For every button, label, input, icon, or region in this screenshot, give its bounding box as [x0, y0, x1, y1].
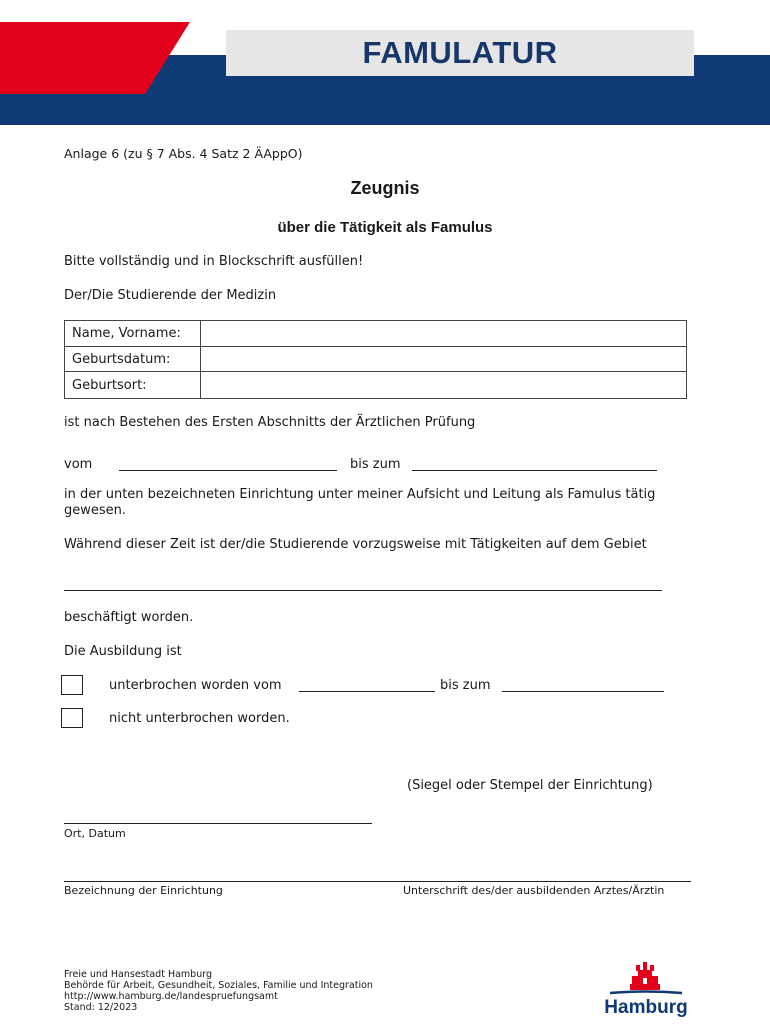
place-date-label: Ort, Datum [64, 827, 126, 840]
seal-label: (Siegel oder Stempel der Einrichtung) [407, 778, 653, 793]
document-title: Zeugnis [350, 178, 420, 198]
place-date-field[interactable] [64, 823, 372, 824]
hamburg-castle-icon [600, 962, 692, 1018]
table-row [65, 372, 687, 399]
name-label: Name, Vorname: [65, 321, 201, 347]
page-title: FAMULATUR [362, 35, 558, 70]
logo-text: Hamburg [604, 997, 688, 1018]
training-intro: Die Ausbildung ist [64, 644, 182, 659]
interrupted-from-field[interactable] [299, 691, 435, 692]
personal-data-table [64, 320, 687, 399]
annex-reference: Anlage 6 (zu § 7 Abs. 4 Satz 2 ÄAppO) [64, 146, 303, 161]
not-interrupted-label: nicht unterbrochen worden. [109, 711, 290, 726]
name-field[interactable] [201, 321, 687, 347]
footer-line-authority: Behörde für Arbeit, Gesundheit, Soziales, Familie und Integration [64, 980, 373, 991]
birthdate-field[interactable] [201, 347, 687, 372]
employed-text: beschäftigt worden. [64, 610, 194, 625]
footer-line-url: http://www.hamburg.de/landespruefungsamt [64, 991, 278, 1002]
period-from-label: vom [64, 457, 93, 472]
interrupted-to-field[interactable] [502, 691, 664, 692]
after-exam-text: ist nach Bestehen des Ersten Abschnitts der Ärztlichen Prüfung [64, 415, 476, 430]
signature-label: Unterschrift des/der ausbildenden Arztes/Ärztin [403, 884, 665, 897]
document-subtitle: über die Tätigkeit als Famulus [277, 219, 493, 236]
period-to-field[interactable] [412, 470, 657, 471]
table-row [65, 321, 687, 347]
period-to-label: bis zum [350, 457, 401, 472]
field-of-activity-field[interactable] [64, 590, 662, 591]
interrupted-label: unterbrochen worden vom [109, 678, 282, 693]
field-text: Während dieser Zeit ist der/die Studierende vorzugsweise mit Tätigkeiten auf dem Gebiet [64, 537, 647, 552]
hamburg-logo [600, 962, 692, 1018]
institution-label: Bezeichnung der Einrichtung [64, 884, 223, 897]
student-intro: Der/Die Studierende der Medizin [64, 288, 277, 303]
supervision-text: in der unten bezeichneten Einrichtung unter meiner Aufsicht und Leitung als Famulus tätig gewesen. [64, 487, 656, 518]
birthplace-label: Geburtsort: [65, 372, 201, 399]
footer-address [64, 969, 373, 1013]
period-from-field[interactable] [119, 470, 337, 471]
footer-line-date: Stand: 12/2023 [64, 1002, 138, 1013]
not-interrupted-checkbox[interactable] [61, 708, 83, 728]
instruction-text: Bitte vollständig und in Blockschrift ausfüllen! [64, 254, 364, 269]
birthplace-field[interactable] [201, 372, 687, 399]
table-row [65, 347, 687, 372]
interrupted-to-label: bis zum [440, 678, 491, 693]
interrupted-checkbox[interactable] [61, 675, 83, 695]
title-box [226, 30, 694, 76]
birthdate-label: Geburtsdatum: [65, 347, 201, 372]
footer-line-city: Freie und Hansestadt Hamburg [64, 969, 213, 980]
signature-line[interactable] [64, 881, 691, 882]
